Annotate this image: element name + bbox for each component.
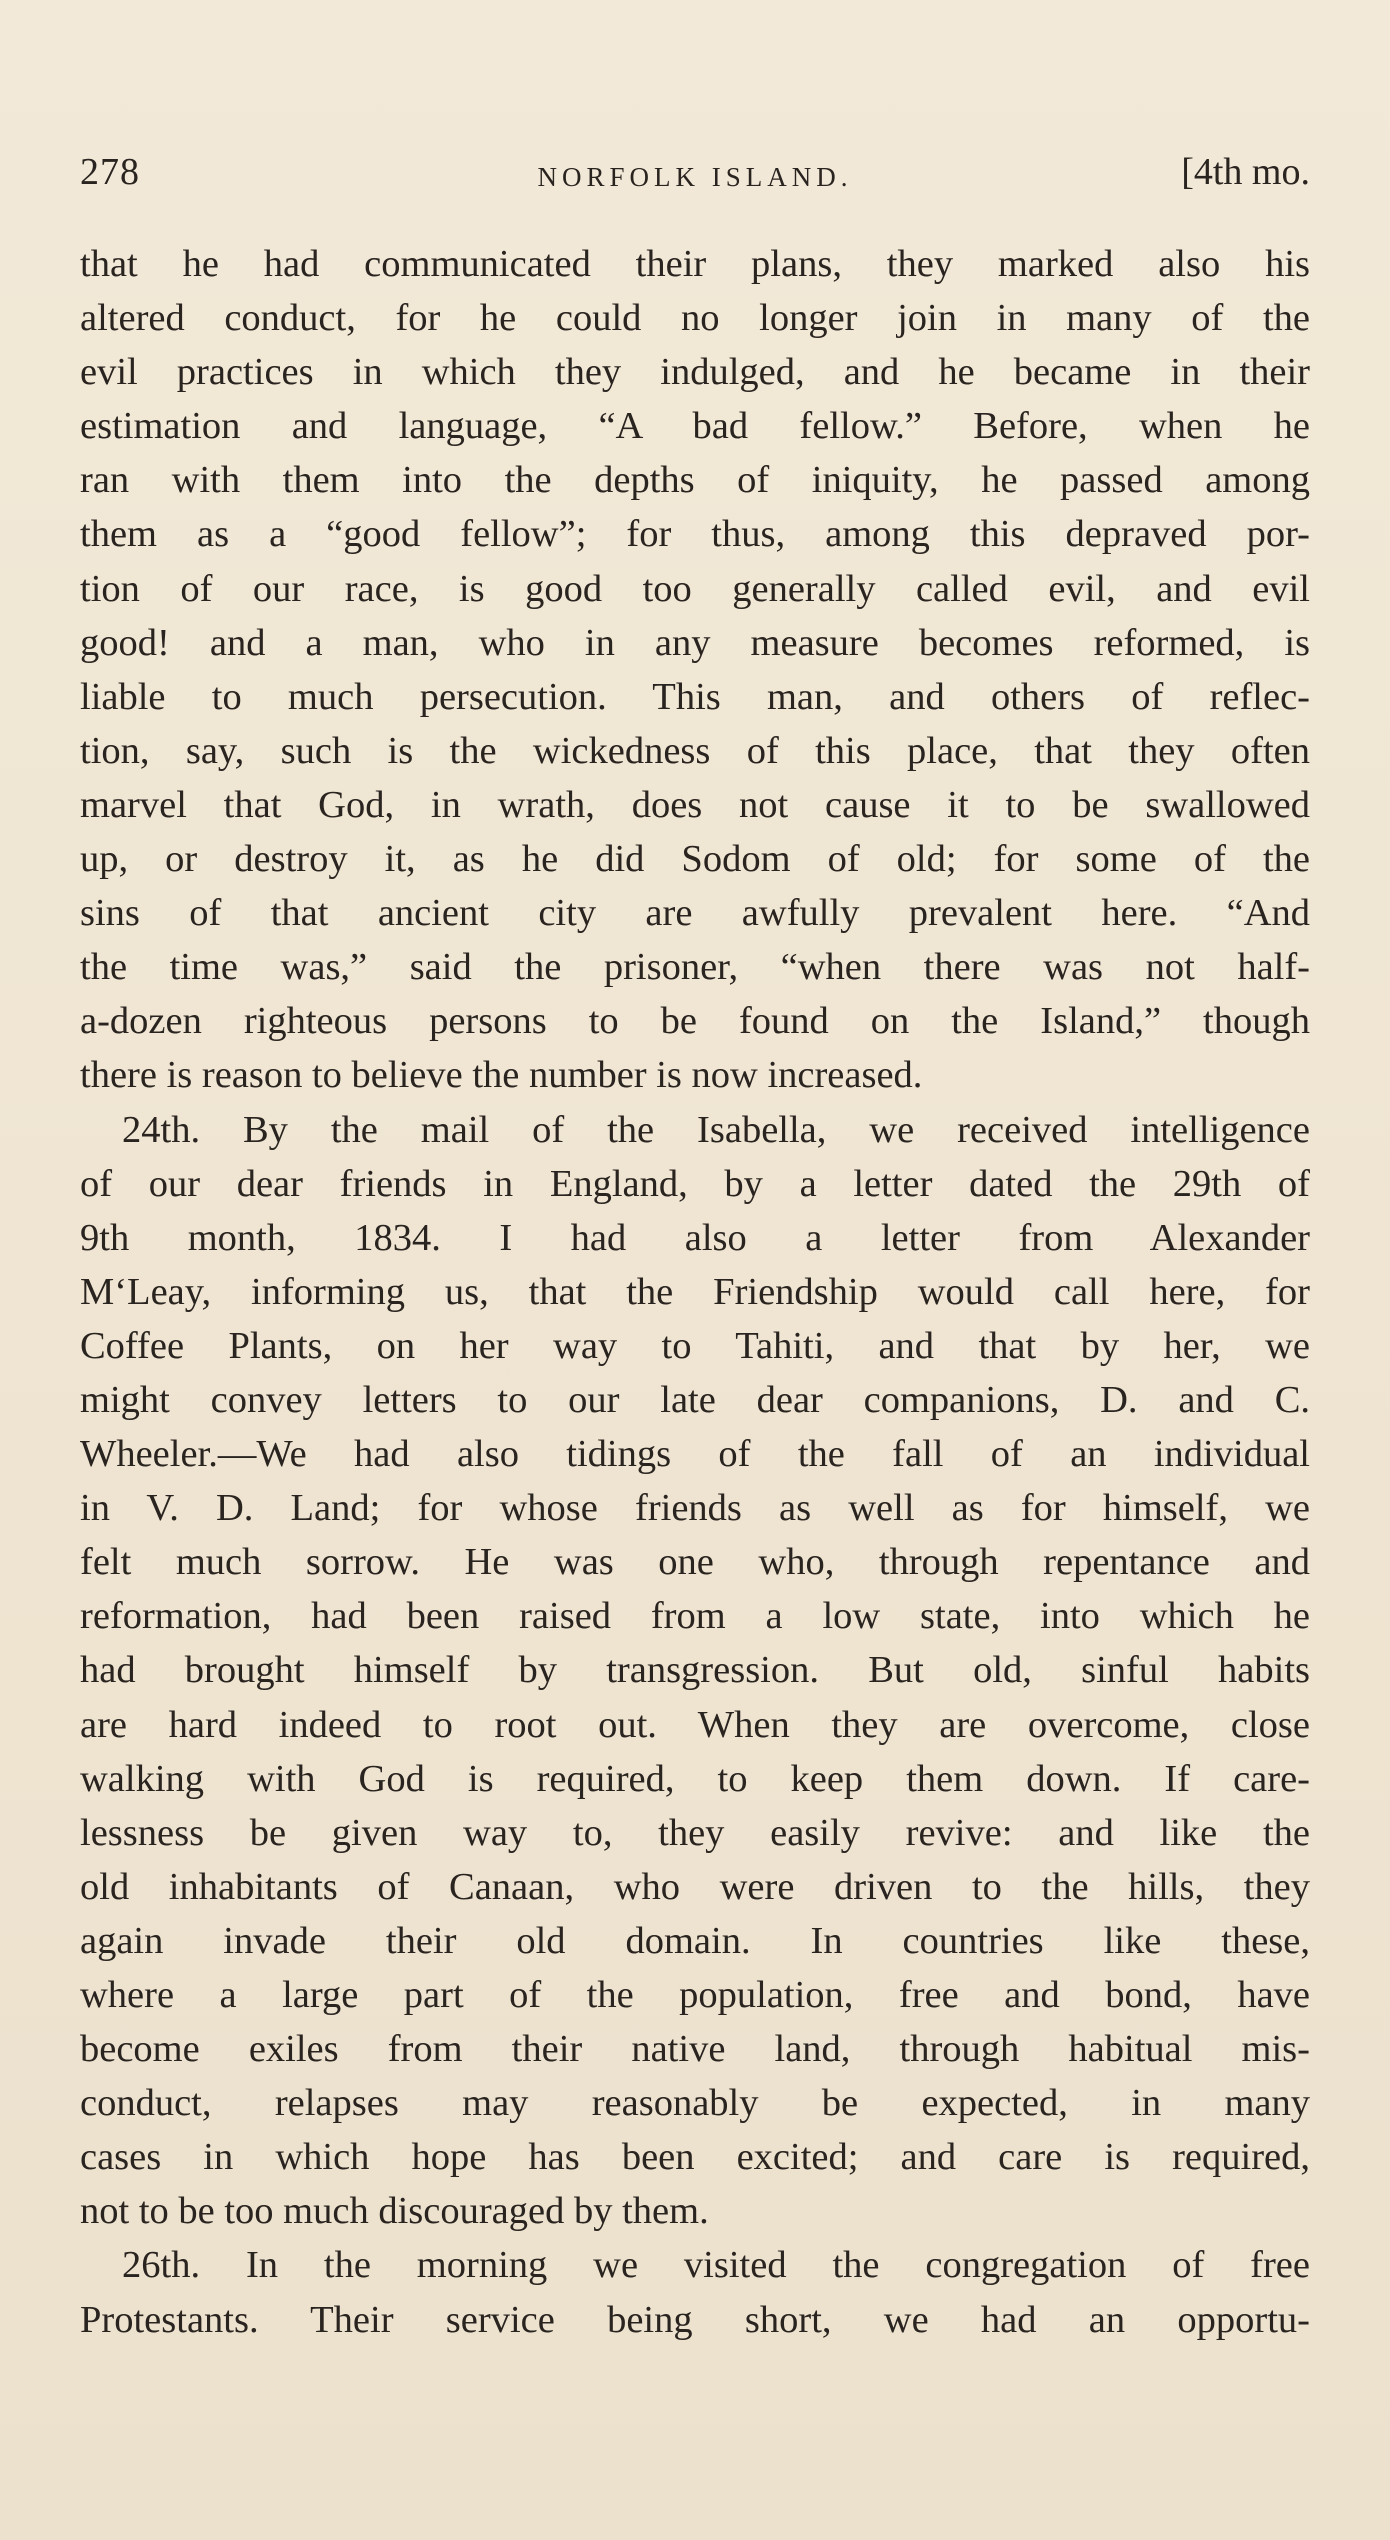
text-line: lessness be given way to, they easily revive: and like the — [80, 1811, 1310, 1854]
text-line: become exiles from their native land, through habitual mis- — [80, 2028, 1310, 2071]
text-line: evil practices in which they indulged, and he became in their — [80, 351, 1310, 394]
text-line: estimation and language, “A bad fellow.” Before, when he — [80, 405, 1310, 448]
text-line: reformation, had been raised from a low state, into which he — [80, 1595, 1310, 1638]
text-line: a-dozen righteous persons to be found on the Island,” though — [80, 1000, 1310, 1043]
text-line: old inhabitants of Canaan, who were driven to the hills, they — [80, 1865, 1310, 1908]
text-line: conduct, relapses may reasonably be expected, in many — [80, 2082, 1310, 2125]
page-number: 278 — [80, 151, 140, 193]
text-line: ran with them into the depths of iniquity, he passed among — [80, 459, 1310, 502]
text-line: marvel that God, in wrath, does not cause it to be swallowed — [80, 783, 1310, 826]
text-line: cases in which hope has been excited; and care is required, — [80, 2136, 1310, 2179]
text-line: liable to much persecution. This man, and others of reflec- — [80, 675, 1310, 718]
text-line: again invade their old domain. In countries like these, — [80, 1919, 1310, 1962]
running-head — [80, 150, 1310, 210]
text-line: 26th. In the morning we visited the congregation of free — [122, 2244, 1310, 2287]
text-line: M‘Leay, informing us, that the Friendship would call here, for — [80, 1270, 1310, 1313]
text-line: walking with God is required, to keep them down. If care- — [80, 1757, 1310, 1800]
running-date: [4th mo. — [1181, 151, 1310, 193]
text-line: that he had communicated their plans, they marked also his — [80, 243, 1310, 285]
text-line: there is reason to believe the number is now increased. — [80, 1054, 923, 1097]
text-line: tion of our race, is good too generally called evil, and evil — [80, 567, 1310, 610]
text-line: the time was,” said the prisoner, “when there was not half- — [80, 946, 1310, 989]
text-line: felt much sorrow. He was one who, through repentance and — [80, 1541, 1310, 1584]
text-line: them as a “good fellow”; for thus, among this depraved por- — [80, 513, 1310, 556]
text-line: altered conduct, for he could no longer join in many of the — [80, 297, 1310, 340]
text-line: Coffee Plants, on her way to Tahiti, and that by her, we — [80, 1324, 1310, 1367]
text-line: up, or destroy it, as he did Sodom of old; for some of the — [80, 838, 1310, 881]
text-line: might convey letters to our late dear companions, D. and C. — [80, 1378, 1310, 1421]
text-line: are hard indeed to root out. When they are overcome, close — [80, 1703, 1310, 1746]
running-title: NORFOLK ISLAND. — [537, 162, 853, 192]
text-line: 24th. By the mail of the Isabella, we received intelligence — [122, 1108, 1310, 1151]
text-line: tion, say, such is the wickedness of this place, that they often — [80, 729, 1310, 772]
text-line: not to be too much discouraged by them. — [80, 2190, 709, 2233]
text-line: had brought himself by transgression. But old, sinful habits — [80, 1649, 1310, 1692]
text-line: sins of that ancient city are awfully prevalent here. “And — [80, 892, 1310, 935]
text-line: Wheeler.—We had also tidings of the fall of an individual — [80, 1433, 1310, 1476]
text-line: in V. D. Land; for whose friends as well as for himself, we — [80, 1487, 1310, 1530]
text-line: of our dear friends in England, by a letter dated the 29th of — [80, 1162, 1310, 1205]
body-text — [80, 237, 1310, 2347]
text-line: 9th month, 1834. I had also a letter from Alexander — [80, 1216, 1310, 1259]
text-line: where a large part of the population, free and bond, have — [80, 1974, 1310, 2016]
text-line: Protestants. Their service being short, we had an opportu- — [80, 2298, 1310, 2341]
text-line: good! and a man, who in any measure becomes reformed, is — [80, 621, 1310, 664]
